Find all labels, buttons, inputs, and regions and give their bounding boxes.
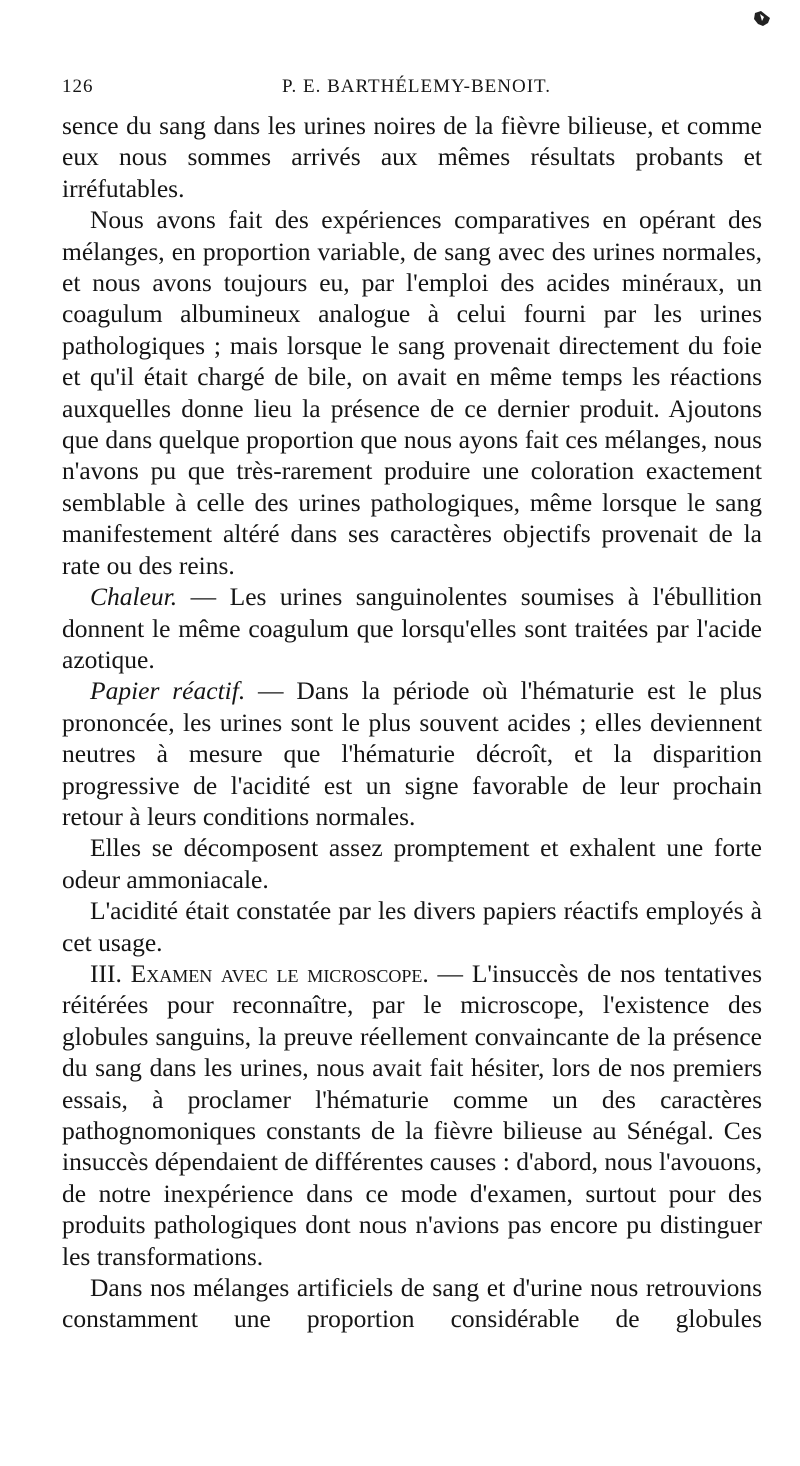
paragraph <box>62 581 762 675</box>
paragraph-text: — Les urines sanguinolentes soumises à l'ébullition donnent le même coagulum que lorsqu'elles sont traitées par l'acide azotique. <box>62 582 762 674</box>
paragraph <box>62 204 762 581</box>
paragraph-text: sence du sang dans les urines noires de la fièvre bilieuse, et comme eux nous sommes arrivés aux mêmes résultats probants et irréfutables. <box>62 111 762 203</box>
paragraph <box>62 832 762 895</box>
paragraph-text: Dans nos mélanges artificiels de sang et d'urine nous retrouvions constamment une proportion considérable de globules <box>62 1273 762 1334</box>
paragraph-text: — Dans la période où l'hématurie est le plus prononcée, les urines sont le plus souvent acides ; elles deviennent neutres à mesure que l'hématurie décroît, et la disparition progressive de l'acidité est un signe favorable de leur prochain retour à leurs conditions normales. <box>62 676 763 831</box>
ink-blot-mark <box>752 10 772 28</box>
running-header <box>62 76 760 104</box>
page-number: 126 <box>62 76 94 97</box>
paragraph <box>62 1272 762 1335</box>
paragraph-text: Elles se décomposent assez promptement et exhalent une forte odeur ammoniacale. <box>62 833 762 894</box>
paragraph <box>62 895 762 958</box>
paragraph-text: Nous avons fait des expériences comparatives en opérant des mélanges, en proportion variable, de sang avec des urines normales, et nous avons toujours eu, par l'emploi des acides minéraux, un coagulum albumineux analogue à celui fourni par les urines pathologiques ; mais lorsque le sang provenait directement du foie et qu'il était chargé de bile, on avait en même temps les réactions auxquelles donne lieu la présence de ce dernier produit. Ajoutons que dans quelque proportion que nous ayons fait ces mélanges, nous n'avons pu que très-rarement produire une coloration exactement semblable à celle des urines pathologiques, même lorsque le sang manifestement altéré dans ses caractères objectifs provenait de la rate ou des reins. <box>62 205 762 580</box>
paragraph <box>62 958 762 1272</box>
section-heading: III. Examen avec le microscope. <box>90 958 429 988</box>
paragraph-text: L'acidité était constatée par les divers papiers réactifs employés à cet usage. <box>62 896 762 957</box>
page-body <box>62 110 762 1335</box>
paragraph <box>62 675 762 832</box>
section-lead: Chaleur. <box>90 582 178 612</box>
paragraph <box>62 110 762 204</box>
section-lead: Papier réactif. <box>90 676 246 706</box>
running-title: P. E. BARTHÉLEMY-BENOIT. <box>282 76 551 97</box>
paragraph-text: — L'insuccès de nos tentatives réitérées pour reconnaître, par le microscope, l'existence des globules sanguins, la preuve réellement convaincante de la présence du sang dans les urines, nous avait fait hésiter, lors de nos premiers essais, à proclamer l'hématurie comme un des caractères pathognomoniques constants de la fièvre bilieuse au Sénégal. Ces insuccès dépendaient de différentes causes : d'abord, nous l'avouons, de notre inexpérience dans ce mode d'examen, surtout pour des produits pathologiques dont nous n'avions pas encore pu distinguer les transformations. <box>62 958 763 1271</box>
